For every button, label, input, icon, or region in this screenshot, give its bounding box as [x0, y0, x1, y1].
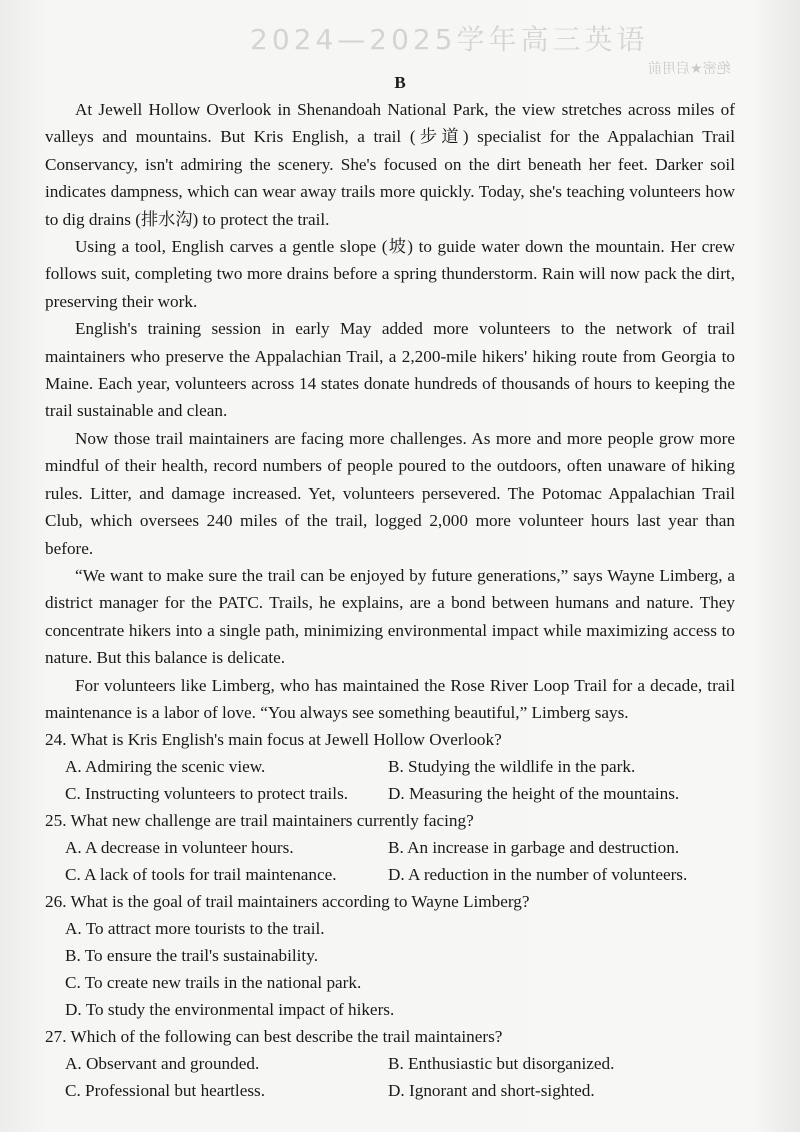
question-24-option-a[interactable]: A. Admiring the scenic view.: [65, 757, 266, 777]
passage-paragraph-4: Now those trail maintainers are facing more challenges. As more and more people grow more mindful of their health, record numbers of people poured to the outdoors, often unaware of hiking rules. Litter, and damage increased. Yet, volunteers persevered. The Potomac Appalachian Trail Club, which oversees 240 miles of the trail, logged 2,000 more volunteer hours last year than before.: [45, 428, 735, 558]
passage-paragraph-6: For volunteers like Limberg, who has maintained the Rose River Loop Trail for a decade, trail maintenance is a labor of love. “You always see something beautiful,” Limberg says.: [45, 675, 735, 722]
question-26-option-a[interactable]: A. To attract more tourists to the trail.: [65, 919, 325, 939]
question-24-options: [45, 753, 735, 807]
section-label: B: [394, 73, 406, 92]
question-25-option-b[interactable]: B. An increase in garbage and destruction.: [388, 838, 680, 858]
question-27-option-c[interactable]: C. Professional but heartless.: [65, 1081, 266, 1101]
question-27-option-a[interactable]: A. Observant and grounded.: [65, 1054, 260, 1074]
question-27-options: [45, 1050, 735, 1104]
exam-content: [45, 96, 735, 1104]
question-26-options: [45, 915, 735, 1023]
question-27-stem: 27. Which of the following can best describe the trail maintainers?: [45, 1027, 503, 1047]
question-24-option-b[interactable]: B. Studying the wildlife in the park.: [388, 757, 636, 777]
question-25-options: [45, 834, 735, 888]
question-25-stem: 25. What new challenge are trail maintainers currently facing?: [45, 811, 474, 831]
question-26-option-b[interactable]: B. To ensure the trail's sustainability.: [65, 946, 318, 966]
passage-paragraph-2: Using a tool, English carves a gentle slope (坡) to guide water down the mountain. Her crew follows suit, completing two more drains before a spring thunderstorm. Rain will now pack the dirt, preserving their work.: [45, 237, 735, 311]
question-25-option-c[interactable]: C. A lack of tools for trail maintenance.: [65, 865, 337, 885]
question-24-stem: 24. What is Kris English's main focus at Jewell Hollow Overlook?: [45, 730, 502, 750]
question-26-option-c[interactable]: C. To create new trails in the national park.: [65, 973, 362, 993]
passage-paragraph-3: English's training session in early May added more volunteers to the network of trail maintainers who preserve the Appalachian Trail, a 2,200-mile hikers' hiking route from Georgia to Maine. Each year, volunteers across 14 states donate hundreds of thousands of hours to keeping the trail sustainable and clean.: [45, 319, 735, 421]
bleed-through-header-mark: 绝密★启用前: [648, 61, 731, 77]
question-24-option-c[interactable]: C. Instructing volunteers to protect trails.: [65, 784, 349, 804]
question-27-option-d[interactable]: D. Ignorant and short-sighted.: [388, 1081, 595, 1101]
question-25-option-d[interactable]: D. A reduction in the number of volunteers.: [388, 865, 688, 885]
passage-paragraph-5: “We want to make sure the trail can be enjoyed by future generations,” says Wayne Limberg, a district manager for the PATC. Trails, he explains, are a bond between humans and nature. They concentrate hikers into a single path, minimizing environmental impact while maximizing access to nature. But this balance is delicate.: [45, 565, 735, 668]
question-26-option-d[interactable]: D. To study the environmental impact of hikers.: [65, 1000, 395, 1020]
question-26-stem: 26. What is the goal of trail maintainers according to Wayne Limberg?: [45, 892, 530, 912]
question-27-option-b[interactable]: B. Enthusiastic but disorganized.: [388, 1054, 615, 1074]
question-24-option-d[interactable]: D. Measuring the height of the mountains.: [388, 784, 680, 804]
passage-paragraph-1: At Jewell Hollow Overlook in Shenandoah National Park, the view stretches across miles of valleys and mountains. But Kris English, a trail (步道) specialist for the Appalachian Trail Conservancy, isn't admiring the scenery. She's focused on the dirt beneath her feet. Darker soil indicates dampness, which can wear away trails more quickly. Today, she's teaching volunteers how to dig drains (排水沟) to protect the trail.: [45, 100, 735, 229]
question-25-option-a[interactable]: A. A decrease in volunteer hours.: [65, 838, 294, 858]
bleed-through-title: 2024—2025学年高三英语: [250, 23, 649, 56]
